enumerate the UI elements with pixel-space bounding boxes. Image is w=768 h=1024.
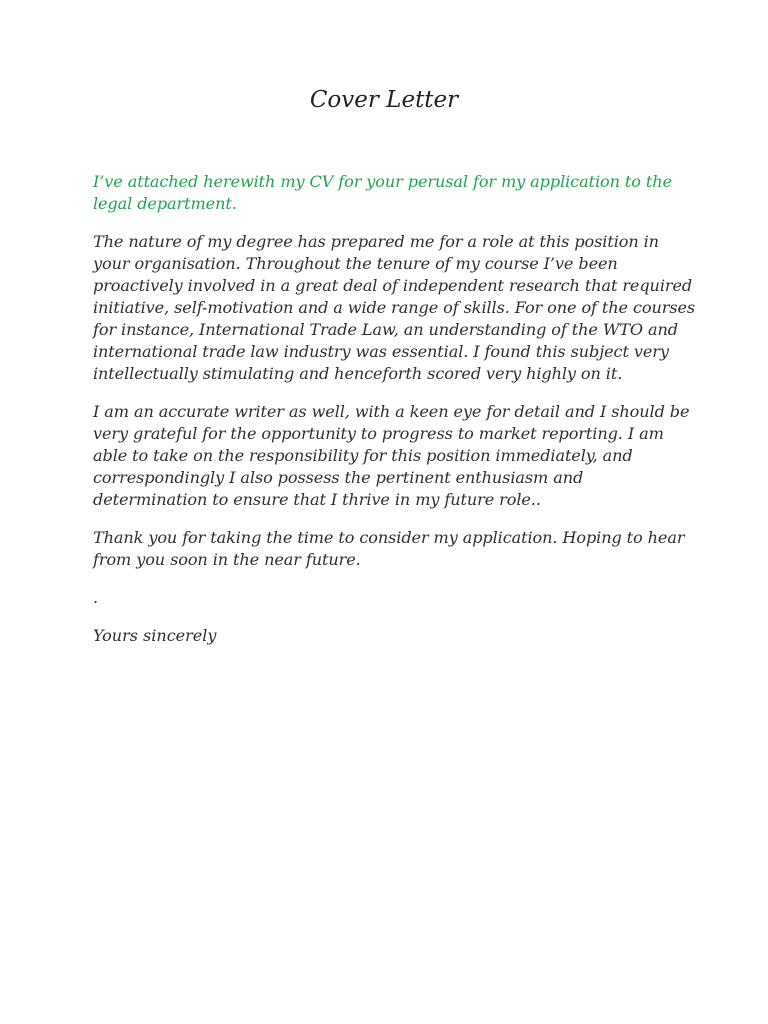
paragraph-line: The nature of my degree has prepared me for a role at this position in	[93, 232, 659, 251]
degree-paragraph	[93, 231, 696, 385]
intro-line: I’ve attached herewith my CV for your perusal for my application to the	[93, 172, 672, 191]
intro-paragraph	[93, 171, 693, 215]
paragraph-line: international trade law industry was essential. I found this subject very	[93, 342, 669, 361]
paragraph-line: your organisation. Throughout the tenure of my course I’ve been	[93, 254, 618, 273]
thanks-paragraph	[93, 527, 693, 571]
separator-dot: .	[93, 588, 99, 607]
paragraph-line: determination to ensure that I thrive in my future role..	[93, 490, 541, 509]
intro-line: legal department.	[93, 194, 237, 213]
paragraph-line: from you soon in the near future.	[93, 550, 361, 569]
paragraph-line: intellectually stimulating and henceforth scored very highly on it.	[93, 364, 623, 383]
paragraph-line: correspondingly I also possess the pertinent enthusiasm and	[93, 468, 584, 487]
closing-salutation: Yours sincerely	[93, 626, 217, 645]
paragraph-line: for instance, International Trade Law, an understanding of the WTO and	[93, 320, 678, 339]
paragraph-line: proactively involved in a great deal of independent research that required	[93, 276, 693, 295]
paragraph-line: Thank you for taking the time to consider my application. Hoping to hear	[93, 528, 685, 547]
paragraph-line: I am an accurate writer as well, with a keen eye for detail and I should be	[93, 402, 690, 421]
page-title: Cover Letter	[309, 87, 459, 113]
skills-paragraph	[93, 401, 693, 511]
paragraph-line: able to take on the responsibility for this position immediately, and	[93, 446, 633, 465]
letter-body	[93, 171, 696, 647]
paragraph-line: very grateful for the opportunity to progress to market reporting. I am	[93, 424, 664, 443]
paragraph-line: initiative, self-motivation and a wide range of skills. For one of the courses	[93, 298, 696, 317]
